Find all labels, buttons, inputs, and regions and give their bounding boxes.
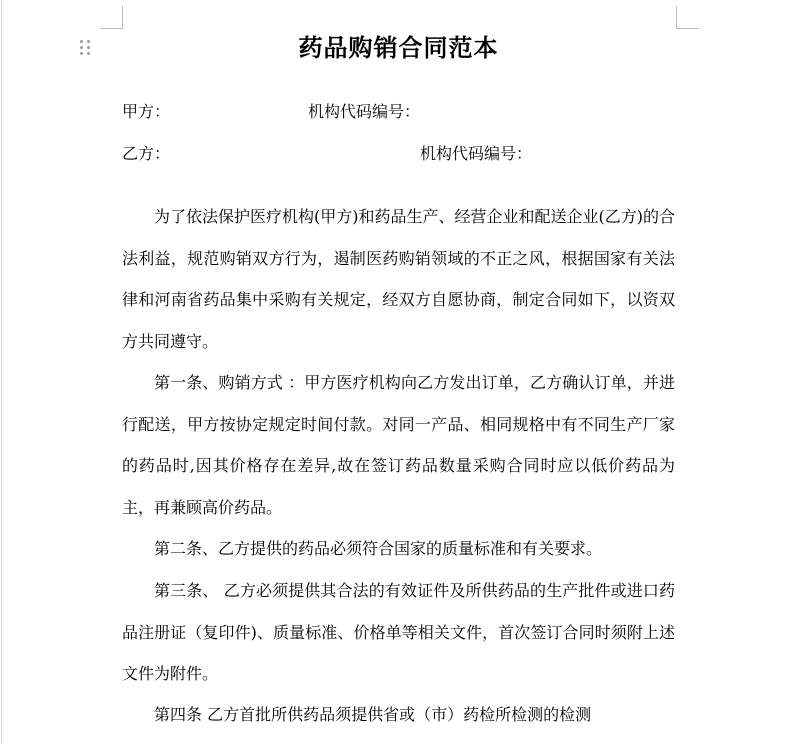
party-a-label: 甲方： <box>122 102 171 121</box>
paragraph-preamble: 为了依法保护医疗机构(甲方)和药品生产、经营企业和配送企业(乙方)的合法利益，规范购销双方行为，遏制医药购销领域的不正之风，根据国家有关法律和河南省药品集中采购有关规定，经双方自愿协商，制定合同如下，以资双方共同遵守。 <box>122 207 675 351</box>
page-left-border <box>1 0 2 744</box>
margin-corner-top-left <box>100 6 123 29</box>
margin-corner-top-right <box>676 6 699 29</box>
paragraph-article-2: 第二条、乙方提供的药品必须符合国家的质量标准和有关要求。 <box>154 539 603 558</box>
paragraph-article-1: 第一条、购销方式 ：甲方医疗机构向乙方发出订单，乙方确认订单，并进行配送，甲方按协定规定时间付款。对同一产品、相同规格中有不同生产厂家的药品时,因其价格存在差异,故在签订药品数量采购合同时应以低价药品为主，再兼顾高价药品。 <box>122 373 675 517</box>
document-title: 药品购销合同范本 <box>298 33 499 62</box>
paragraph-article-3: 第三条、 乙方必须提供其合法的有效证件及所供药品的生产批件或进口药品注册证（复印件)、质量标准、价格单等相关文件，首次签订合同时须附上述文件为附件。 <box>122 581 675 683</box>
party-b-label: 乙方： <box>122 144 171 163</box>
party-b-code-label: 机构代码编号： <box>420 144 533 163</box>
paragraph-article-4: 第四条 乙方首批所供药品须提供省或（市）药检所检测的检测 <box>154 705 592 724</box>
party-a-code-label: 机构代码编号： <box>308 102 421 121</box>
drag-handle-icon[interactable] <box>80 40 92 56</box>
